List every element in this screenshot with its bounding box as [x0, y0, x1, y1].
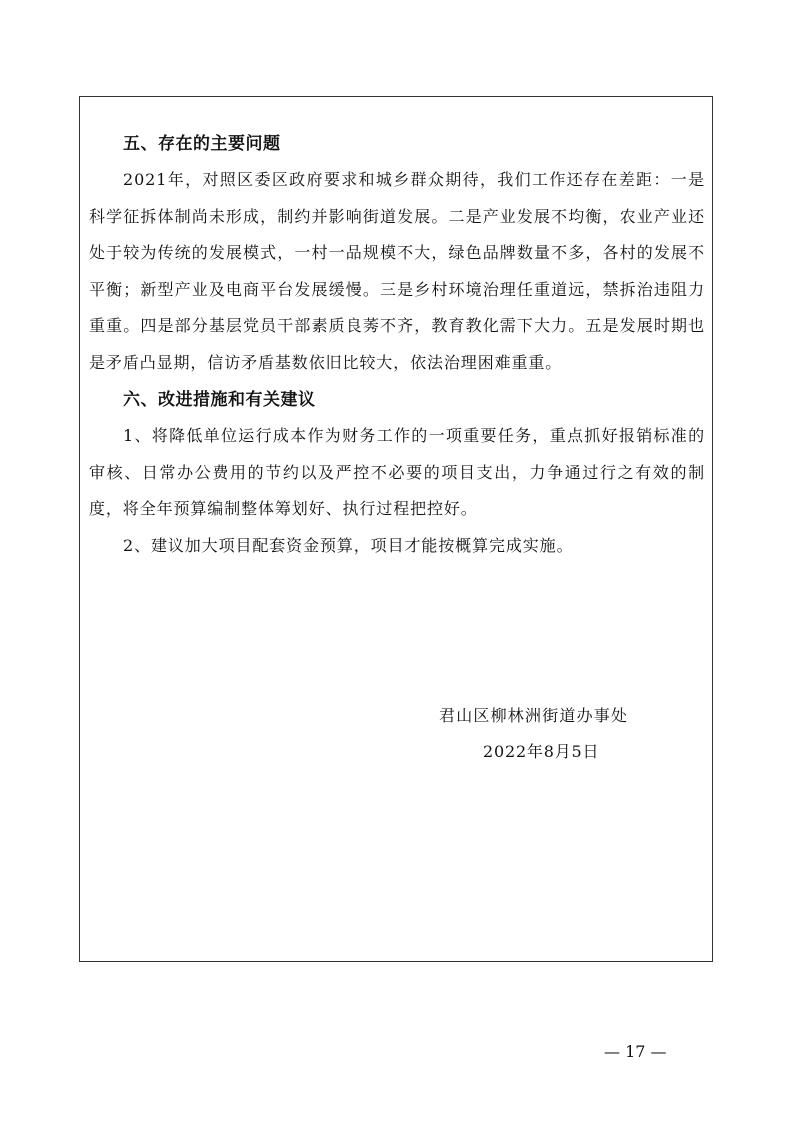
section5-heading: 五、存在的主要问题	[123, 134, 281, 154]
section6-item-2: 2、建议加大项目配套资金预算，项目才能按概算完成实施。	[123, 535, 574, 555]
section6-heading: 六、改进措施和有关建议	[123, 390, 316, 410]
content-frame	[79, 96, 713, 962]
document-body	[89, 126, 705, 564]
signature-date: 2022年8月5日	[483, 742, 600, 761]
section6-item-1: 1、将降低单位运行成本作为财务工作的一项重要任务，重点抓好报销标准的审核、日常办公费用的节约以及严控不必要的项目支出，力争通过行之有效的制度，将全年预算编制整体筹划好、执行过程把控好。	[89, 426, 705, 518]
page-number: — 17 —	[604, 1042, 667, 1061]
signature-organization: 君山区柳林洲街道办事处	[439, 706, 629, 725]
section5-paragraph: 2021年，对照区委区政府要求和城乡群众期待，我们工作还存在差距：一是科学征拆体制尚未形成，制约并影响街道发展。二是产业发展不均衡，农业产业还处于较为传统的发展模式，一村一品规模不大，绿色品牌数量不多，各村的发展不平衡；新型产业及电商平台发展缓慢。三是乡村环境治理任重道远，禁拆治违阻力重重。四是部分基层党员干部素质良莠不齐，教育教化需下大力。五是发展时期也是矛盾凸显期，信访矛盾基数依旧比较大，依法治理困难重重。	[89, 170, 705, 372]
